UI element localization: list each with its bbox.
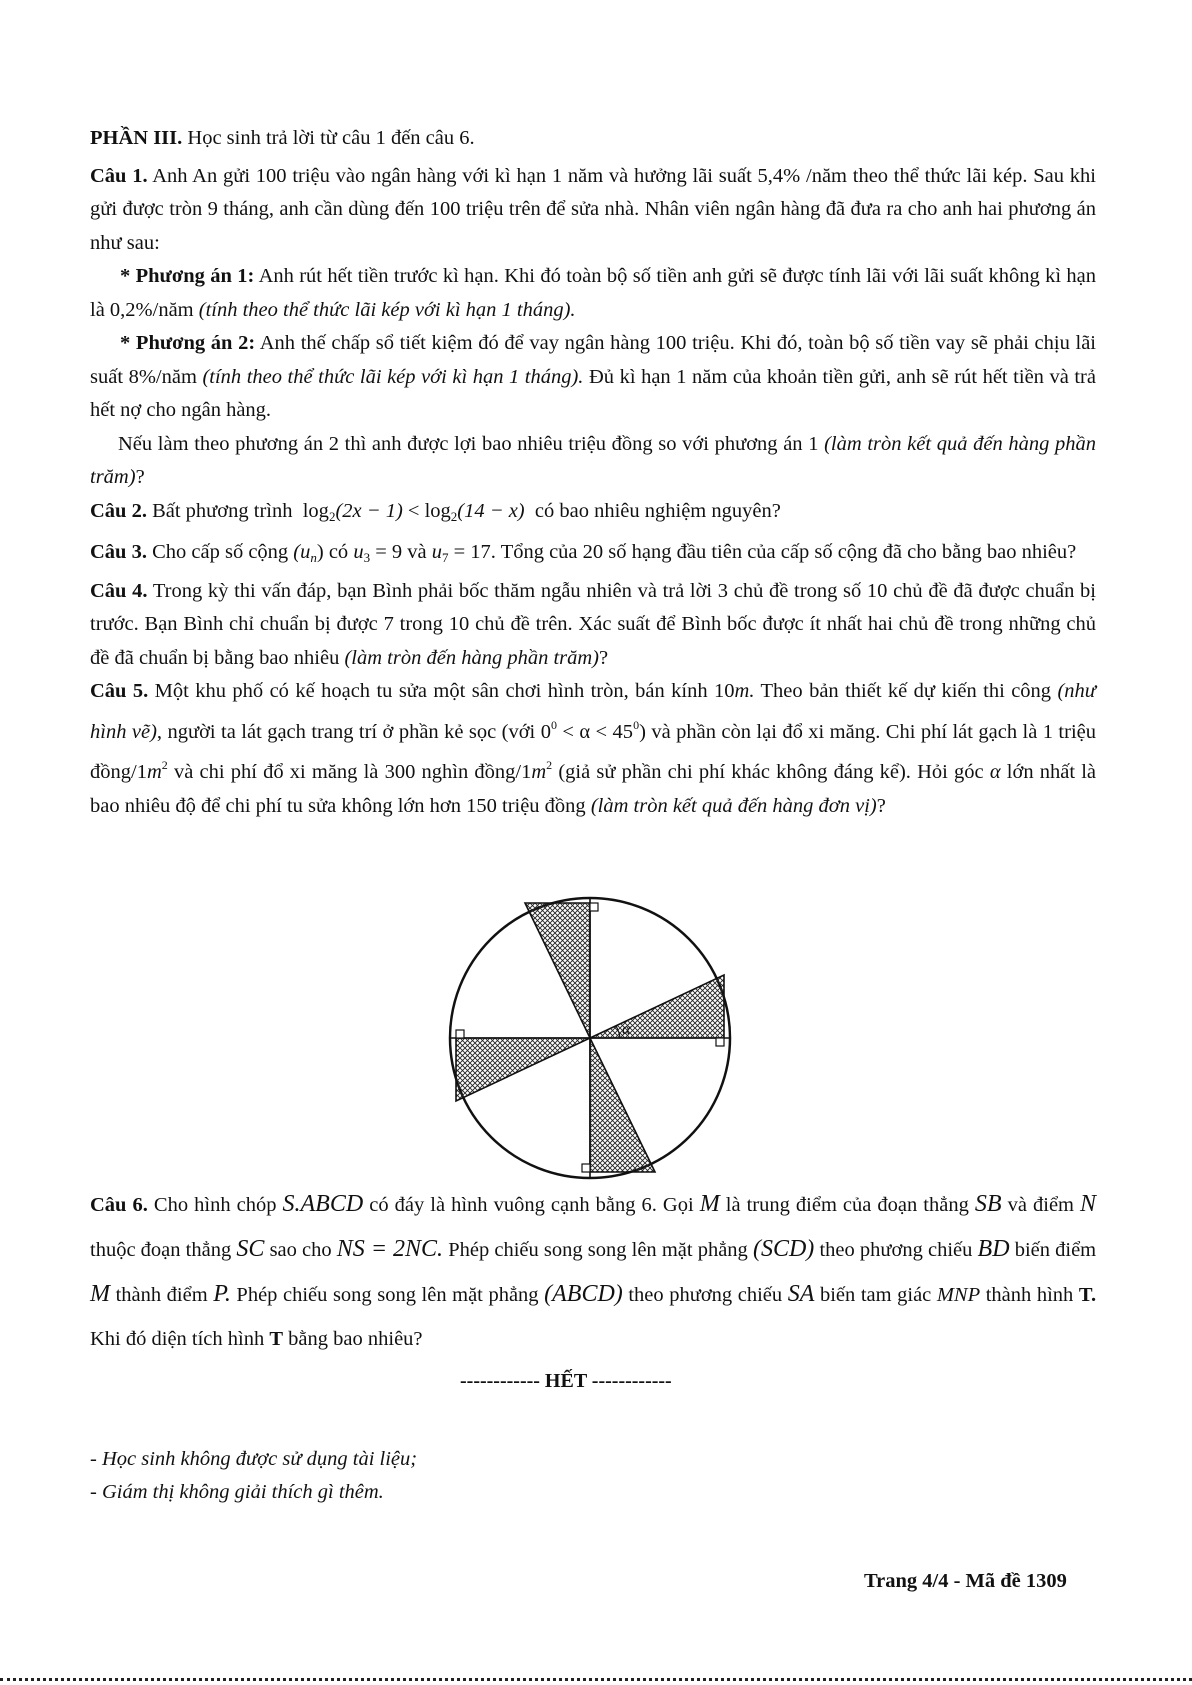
hatched-region-right bbox=[590, 975, 724, 1038]
note-line: - Giám thị không giải thích gì thêm. bbox=[90, 1481, 384, 1503]
right-angle-mark-right bbox=[716, 1038, 724, 1046]
question-1: Câu 1. Anh An gửi 100 triệu vào ngân hàng với kì hạn 1 năm và hưởng lãi suất 5,4% /năm theo thể thức lãi kép. Sau khi gửi được tròn 9 tháng, anh cần dùng đến 100 triệu trên để sửa nhà. Nhân viên ngân hàng đã đưa ra cho anh hai phương án như sau: bbox=[90, 164, 1096, 254]
hatched-region-top bbox=[525, 903, 590, 1038]
exam-notes bbox=[90, 1443, 417, 1509]
part-heading: PHẦN III. Học sinh trả lời từ câu 1 đến câu 6. bbox=[90, 127, 475, 149]
end-mark: ------------ HẾT ------------ bbox=[460, 1370, 672, 1392]
question-2: Câu 2. Bất phương trình $\log_2(2x - 1) < \log_2(14 - x)$ có bao nhiêu nghiệm nguyên? bbox=[90, 499, 781, 524]
circle-figure bbox=[440, 888, 740, 1188]
question-4: Câu 4. Trong kỳ thi vấn đáp, bạn Bình phải bốc thăm ngẫu nhiên và trả lời 3 chủ đề trong số 10 chủ đề đã được chuẩn bị trước. Bạn Bình chỉ chuẩn bị được 7 trong 10 chủ đề trên. Xác suất để Bình bốc được ít nhất hai chủ đề trong những chủ đề đã chuẩn bị bằng bao nhiêu (làm tròn đến hàng phần trăm)? bbox=[90, 579, 1096, 669]
right-angle-mark-top bbox=[590, 903, 598, 911]
question-5: Câu 5. Một khu phố có kế hoạch tu sửa một sân chơi hình tròn, bán kính 10m. Theo bản thiết kế dự kiến thi công (như hình vẽ), người ta lát gạch trang trí ở phần kẻ sọc (với $0^0 < \alpha < 45^0$) và phần còn lại đổ xi măng. Chi phí lát gạch là 1 triệu đồng/$1m^2$ và chi phí đổ xi măng là 300 nghìn đồng/$1m^2$ (giả sử phần chi phí khác không đáng kể). Hỏi góc α lớn nhất là bao nhiêu độ để chi phí tu sửa không lớn hơn 150 triệu đồng (làm tròn kết quả đến hàng đơn vị)? bbox=[90, 680, 1097, 817]
right-angle-mark-left bbox=[456, 1030, 464, 1038]
question-1-option-2: * Phương án 2: Anh thế chấp sổ tiết kiệm đó để vay ngân hàng 100 triệu. Khi đó, toàn bộ số tiền vay sẽ phải chịu lãi suất 8%/năm (tính theo thể thức lãi kép với kì hạn 1 tháng). Đủ kì hạn 1 năm của khoản tiền gửi, anh sẽ rút hết tiền và trả hết nợ cho ngân hàng. bbox=[90, 332, 1096, 421]
hatched-region-bottom bbox=[590, 1038, 655, 1172]
angle-alpha-label: α bbox=[622, 1021, 631, 1038]
hatched-region-left bbox=[456, 1038, 590, 1101]
bottom-divider bbox=[0, 1678, 1192, 1681]
circle-diagram bbox=[440, 888, 740, 1188]
page-footer: Trang 4/4 - Mã đề 1309 bbox=[864, 1570, 1067, 1592]
question-1-option-1: * Phương án 1: Anh rút hết tiền trước kì hạn. Khi đó toàn bộ số tiền anh gửi sẽ được tính lãi với lãi suất không kì hạn là 0,2%/năm (tính theo thể thức lãi kép với kì hạn 1 tháng). bbox=[90, 265, 1096, 321]
question-3: Câu 3. Cho cấp số cộng $(u_n)$ có $u_3 = 9$ và $u_7 = 17$. Tổng của 20 số hạng đầu tiên của cấp số cộng đã cho bằng bao nhiêu? bbox=[90, 541, 1077, 565]
question-1-ask: Nếu làm theo phương án 2 thì anh được lợi bao nhiêu triệu đồng so với phương án 1 (làm tròn kết quả đến hàng phần trăm)? bbox=[90, 432, 1096, 488]
right-angle-mark-bottom bbox=[582, 1164, 590, 1172]
questions-block bbox=[90, 122, 1096, 823]
note-line: - Học sinh không được sử dụng tài liệu; bbox=[90, 1448, 418, 1470]
question-6: Câu 6. Cho hình chóp S.ABCD có đáy là hình vuông cạnh bằng 6. Gọi M là trung điểm của đoạn thẳng SB và điểm N thuộc đoạn thẳng SC sao cho NS = 2NC. Phép chiếu song song lên mặt phẳng (SCD) theo phương chiếu BD biến điểm M thành điểm P. Phép chiếu song song lên mặt phẳng (ABCD) theo phương chiếu SA biến tam giác MNP thành hình T. Khi đó diện tích hình T bằng bao nhiêu? bbox=[90, 1191, 1097, 1350]
